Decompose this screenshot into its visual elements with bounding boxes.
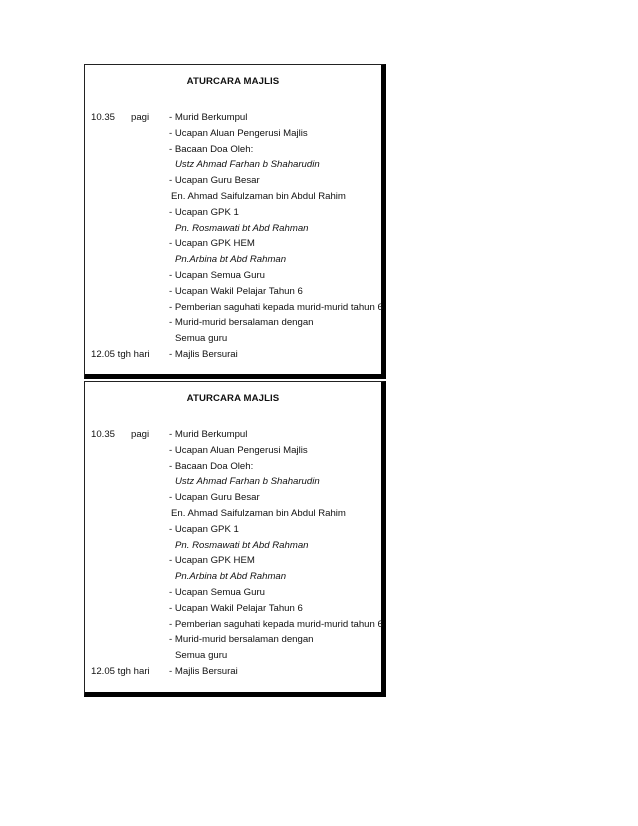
row-item-name: Pn.Arbina bt Abd Rahman bbox=[175, 254, 287, 266]
schedule-row bbox=[85, 157, 381, 173]
schedule-row bbox=[85, 268, 381, 284]
schedule-list bbox=[85, 110, 381, 363]
row-item: - Murid-murid bersalaman dengan bbox=[169, 317, 314, 329]
schedule-row bbox=[85, 427, 381, 443]
row-item-name: Ustz Ahmad Farhan b Shaharudin bbox=[175, 159, 320, 171]
programme-title: ATURCARA MAJLIS bbox=[186, 76, 280, 87]
schedule-row bbox=[85, 142, 381, 158]
schedule-row bbox=[85, 553, 381, 569]
row-time: 10.35 bbox=[91, 112, 116, 123]
schedule-row bbox=[85, 474, 381, 490]
schedule-row bbox=[85, 459, 381, 475]
programme-card bbox=[84, 381, 386, 697]
row-item-name: En. Ahmad Saifulzaman bin Abdul Rahim bbox=[171, 507, 346, 519]
row-item-name: Pn. Rosmawati bt Abd Rahman bbox=[175, 539, 309, 551]
schedule-row bbox=[85, 300, 381, 316]
schedule-row bbox=[85, 443, 381, 459]
schedule-row bbox=[85, 490, 381, 506]
row-item: - Murid-murid bersalaman dengan bbox=[169, 634, 314, 646]
row-time: 10.35 bbox=[91, 429, 116, 440]
row-time: 12.05 tgh hari bbox=[91, 665, 150, 677]
row-item: - Bacaan Doa Oleh: bbox=[169, 460, 254, 472]
schedule-row bbox=[85, 252, 381, 268]
row-item: - Ucapan GPK 1 bbox=[169, 206, 239, 218]
row-period: pagi bbox=[131, 112, 150, 123]
row-item-name: Pn. Rosmawati bt Abd Rahman bbox=[175, 222, 309, 234]
row-item-name: Ustz Ahmad Farhan b Shaharudin bbox=[175, 476, 320, 488]
row-item: - Ucapan GPK HEM bbox=[169, 555, 255, 567]
schedule-row bbox=[85, 585, 381, 601]
schedule-row bbox=[85, 617, 381, 633]
schedule-list bbox=[85, 427, 381, 680]
row-item: - Ucapan Wakil Pelajar Tahun 6 bbox=[169, 285, 303, 297]
row-item: - Pemberian saguhati kepada murid-murid tahun 6 bbox=[169, 618, 383, 630]
schedule-row bbox=[85, 189, 381, 205]
row-item: Semua guru bbox=[175, 333, 228, 345]
row-item: - Majlis Bersurai bbox=[169, 665, 238, 677]
schedule-row bbox=[85, 538, 381, 554]
schedule-row bbox=[85, 205, 381, 221]
schedule-row bbox=[85, 284, 381, 300]
schedule-row bbox=[85, 221, 381, 237]
row-item: - Ucapan Wakil Pelajar Tahun 6 bbox=[169, 602, 303, 614]
programme-card bbox=[84, 64, 386, 379]
row-item: - Ucapan Semua Guru bbox=[169, 269, 265, 281]
row-time: 12.05 tgh hari bbox=[91, 348, 150, 360]
schedule-row bbox=[85, 569, 381, 585]
row-item: - Ucapan Guru Besar bbox=[169, 492, 260, 504]
schedule-row bbox=[85, 601, 381, 617]
programme-title: ATURCARA MAJLIS bbox=[186, 393, 280, 404]
row-item: - Ucapan GPK HEM bbox=[169, 238, 255, 250]
row-item-name: En. Ahmad Saifulzaman bin Abdul Rahim bbox=[171, 190, 346, 202]
row-item: - Ucapan GPK 1 bbox=[169, 523, 239, 535]
schedule-row bbox=[85, 236, 381, 252]
row-item: - Bacaan Doa Oleh: bbox=[169, 143, 254, 155]
row-item: - Ucapan Aluan Pengerusi Majlis bbox=[169, 444, 308, 456]
row-item: - Ucapan Aluan Pengerusi Majlis bbox=[169, 127, 308, 139]
row-item: - Murid Berkumpul bbox=[169, 112, 248, 123]
row-item: - Majlis Bersurai bbox=[169, 348, 238, 360]
schedule-row bbox=[85, 110, 381, 126]
row-item: - Ucapan Semua Guru bbox=[169, 586, 265, 598]
schedule-row bbox=[85, 664, 381, 680]
schedule-row bbox=[85, 347, 381, 363]
schedule-row bbox=[85, 173, 381, 189]
schedule-row bbox=[85, 632, 381, 648]
schedule-row bbox=[85, 126, 381, 142]
row-period: pagi bbox=[131, 429, 150, 440]
schedule-row bbox=[85, 648, 381, 664]
row-item: - Pemberian saguhati kepada murid-murid tahun 6 bbox=[169, 301, 383, 313]
row-item: - Ucapan Guru Besar bbox=[169, 175, 260, 187]
schedule-row bbox=[85, 506, 381, 522]
schedule-row bbox=[85, 331, 381, 347]
row-item-name: Pn.Arbina bt Abd Rahman bbox=[175, 571, 287, 583]
row-item: Semua guru bbox=[175, 650, 228, 662]
row-item: - Murid Berkumpul bbox=[169, 429, 248, 440]
schedule-row bbox=[85, 315, 381, 331]
schedule-row bbox=[85, 522, 381, 538]
